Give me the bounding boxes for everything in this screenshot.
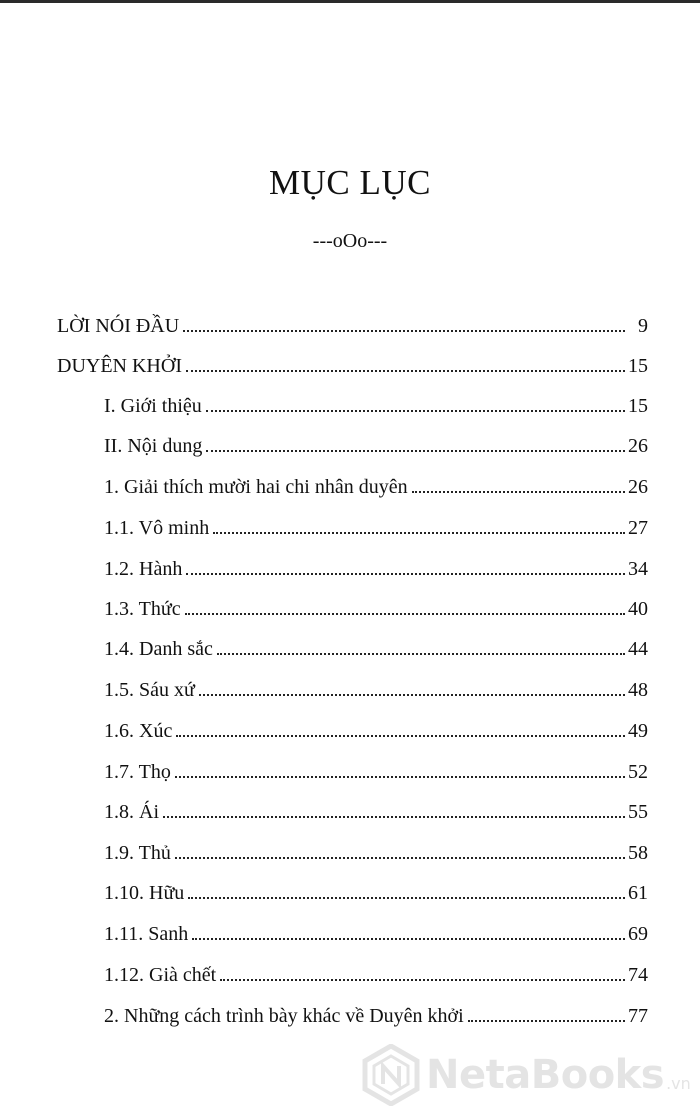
dot-leader bbox=[186, 370, 625, 372]
dot-leader bbox=[186, 573, 625, 575]
toc-entry bbox=[57, 305, 648, 339]
toc-entry bbox=[104, 832, 648, 866]
toc-entry-page-number: 49 bbox=[628, 720, 648, 742]
dot-leader bbox=[468, 1020, 625, 1022]
toc-entry-page-number: 48 bbox=[628, 679, 648, 701]
toc-entry-page-number: 40 bbox=[628, 598, 648, 620]
watermark-suffix: .vn bbox=[666, 1073, 691, 1093]
toc-entry-page-number: 55 bbox=[628, 801, 648, 823]
toc-entry bbox=[57, 345, 648, 379]
dot-leader bbox=[220, 979, 625, 981]
toc-entry bbox=[104, 913, 648, 947]
toc-entry bbox=[104, 425, 648, 459]
dot-leader bbox=[185, 613, 625, 615]
toc-entry-title: 1.7. Thọ bbox=[104, 761, 171, 783]
toc-entry bbox=[104, 588, 648, 622]
toc-entry-title: 1.1. Vô minh bbox=[104, 517, 210, 539]
dot-leader bbox=[175, 776, 625, 778]
page-title: MỤC LỤC bbox=[269, 163, 431, 203]
toc-entry-title: 1.6. Xúc bbox=[104, 720, 173, 742]
dot-leader bbox=[183, 330, 625, 332]
toc-entry-page-number: 69 bbox=[628, 923, 648, 945]
toc-entry bbox=[104, 548, 648, 582]
toc-entry-page-number: 15 bbox=[628, 355, 648, 377]
toc-entry-page-number: 15 bbox=[628, 395, 648, 417]
dot-leader bbox=[206, 450, 625, 452]
dot-leader bbox=[412, 491, 625, 493]
toc-entry bbox=[104, 669, 648, 703]
toc-entry-page-number: 26 bbox=[628, 435, 648, 457]
dot-leader bbox=[213, 532, 625, 534]
dot-leader bbox=[188, 897, 625, 899]
toc-entry bbox=[104, 710, 648, 744]
toc-entry-title: DUYÊN KHỞI bbox=[57, 355, 182, 377]
toc-entry-page-number: 26 bbox=[628, 476, 648, 498]
toc-entry-page-number: 52 bbox=[628, 761, 648, 783]
toc-entry-title: 2. Những cách trình bày khác về Duyên khởi bbox=[104, 1005, 464, 1027]
toc-entry-page-number: 27 bbox=[628, 517, 648, 539]
toc-entry-page-number: 77 bbox=[628, 1005, 648, 1027]
dot-leader bbox=[176, 735, 625, 737]
toc-entry bbox=[104, 954, 648, 988]
toc-entry bbox=[104, 385, 648, 419]
dot-leader bbox=[175, 857, 625, 859]
toc-entry bbox=[104, 995, 648, 1029]
watermark-brand: NetaBooks bbox=[426, 1052, 665, 1098]
toc-entry-title: 1.11. Sanh bbox=[104, 923, 189, 945]
toc-entry-page-number: 44 bbox=[628, 638, 648, 660]
toc-entry bbox=[104, 791, 648, 825]
top-border-line bbox=[0, 0, 700, 3]
title-ornament: ---oOo--- bbox=[312, 230, 388, 252]
toc-entry bbox=[104, 628, 648, 662]
toc-entry-page-number: 9 bbox=[638, 315, 648, 337]
toc-entry-page-number: 61 bbox=[628, 882, 648, 904]
dot-leader bbox=[192, 938, 625, 940]
toc-entry-page-number: 74 bbox=[628, 964, 648, 986]
toc-entry-title: 1.4. Danh sắc bbox=[104, 638, 213, 660]
dot-leader bbox=[163, 816, 625, 818]
toc-entry-page-number: 34 bbox=[628, 558, 648, 580]
netabooks-logo-icon bbox=[362, 1044, 420, 1106]
toc-entry-title: LỜI NÓI ĐẦU bbox=[57, 315, 180, 337]
toc-entry bbox=[104, 872, 648, 906]
toc-entry-title: 1.2. Hành bbox=[104, 558, 183, 580]
dot-leader bbox=[199, 694, 625, 696]
toc-entry-title: I. Giới thiệu bbox=[104, 395, 202, 417]
toc-entry-title: 1.8. Ái bbox=[104, 801, 159, 823]
toc-entry-title: 1.9. Thủ bbox=[104, 842, 171, 864]
toc-entry-title: 1.3. Thức bbox=[104, 598, 181, 620]
toc-entry-title: 1.10. Hữu bbox=[104, 882, 185, 904]
toc-entry-title: 1. Giải thích mười hai chi nhân duyên bbox=[104, 476, 408, 498]
dot-leader bbox=[217, 653, 625, 655]
toc-entry-page-number: 58 bbox=[628, 842, 648, 864]
toc-entry-title: 1.12. Già chết bbox=[104, 964, 217, 986]
watermark bbox=[362, 1043, 692, 1107]
toc-entry bbox=[104, 466, 648, 500]
toc-entry-title: II. Nội dung bbox=[104, 435, 203, 457]
toc-entry-title: 1.5. Sáu xứ bbox=[104, 679, 195, 701]
dot-leader bbox=[206, 410, 625, 412]
toc-entry bbox=[104, 507, 648, 541]
toc-entry bbox=[104, 751, 648, 785]
